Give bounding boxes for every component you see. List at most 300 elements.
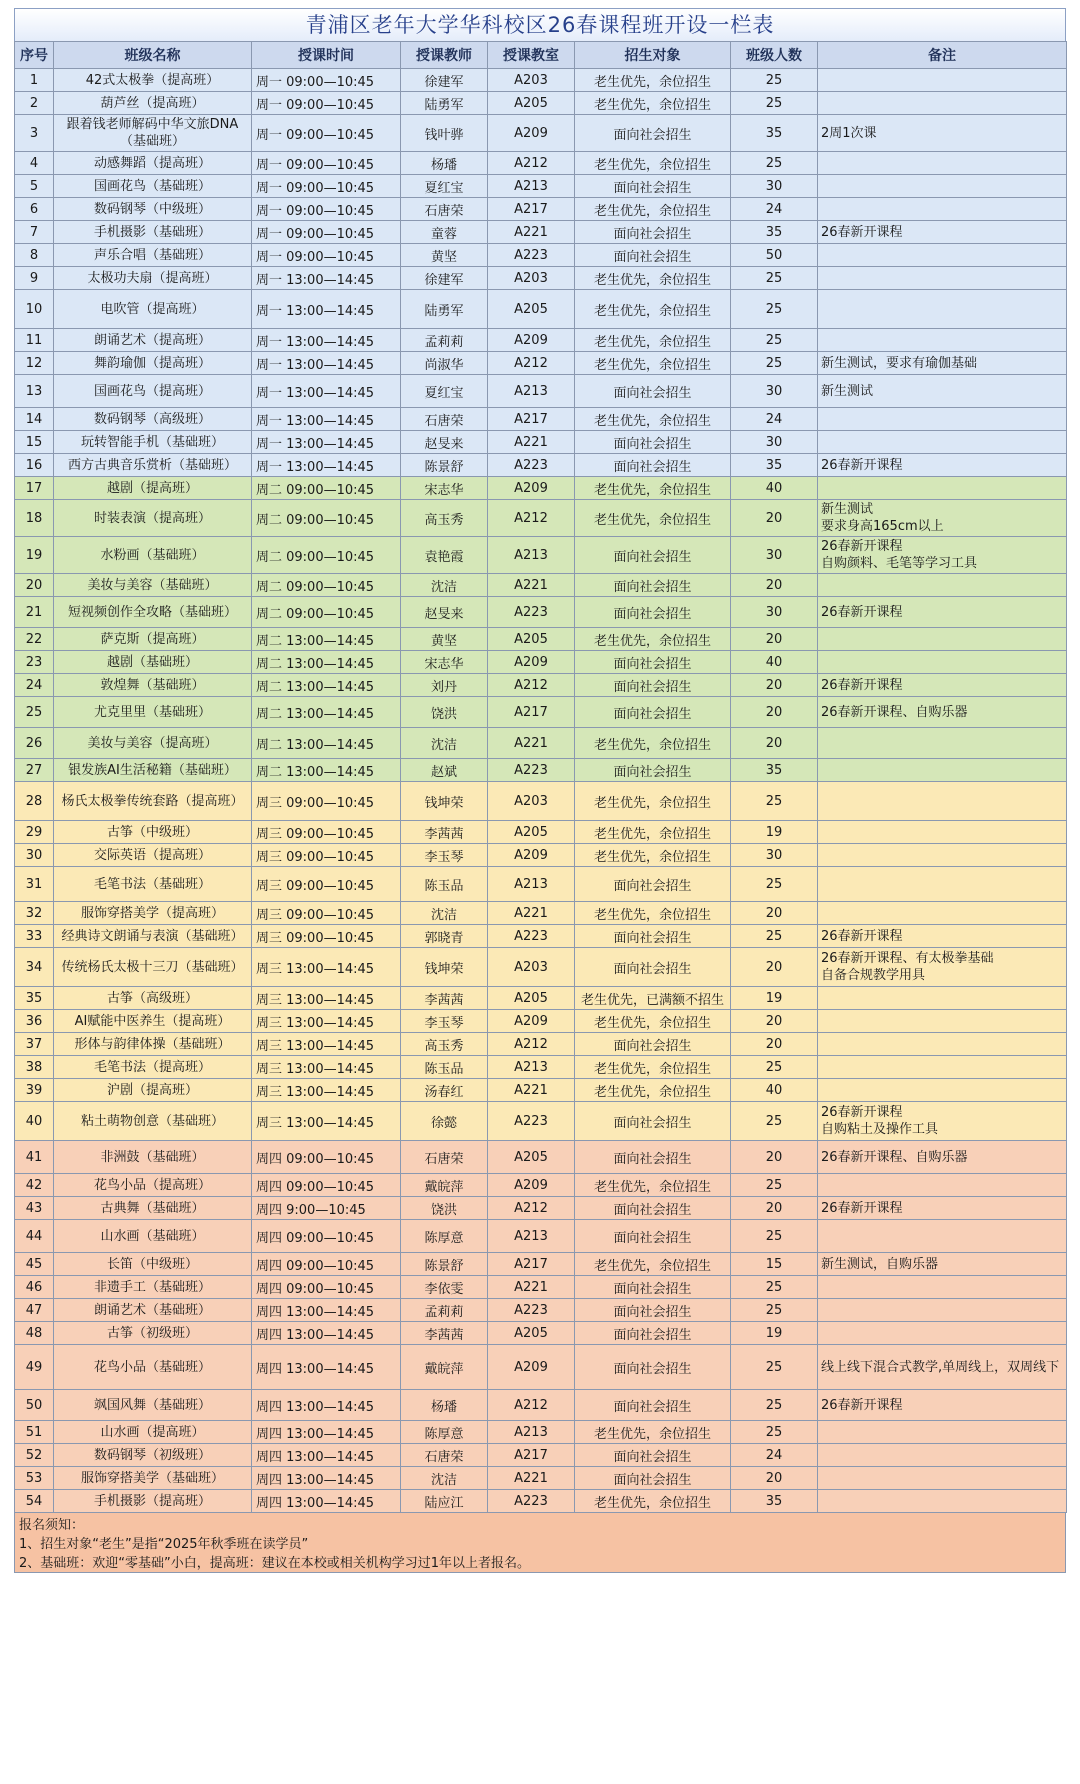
cell-target: 老生优先，余位招生 — [575, 352, 731, 375]
header-target: 招生对象 — [575, 42, 731, 69]
cell-class-name: 手机摄影（提高班） — [54, 1490, 252, 1513]
table-row — [15, 697, 1067, 728]
cell-class-name: 传统杨氏太极十三刀（基础班） — [54, 948, 252, 987]
cell-teacher: 汤春红 — [401, 1079, 488, 1102]
header-time: 授课时间 — [252, 42, 401, 69]
cell-size: 25 — [731, 1390, 818, 1421]
cell-no: 20 — [15, 574, 54, 597]
cell-note — [818, 267, 1067, 290]
cell-no: 37 — [15, 1033, 54, 1056]
cell-note — [818, 1490, 1067, 1513]
cell-target: 老生优先，余位招生 — [575, 267, 731, 290]
table-row — [15, 1276, 1067, 1299]
cell-no: 50 — [15, 1390, 54, 1421]
table-row — [15, 1141, 1067, 1174]
cell-target: 面向社会招生 — [575, 697, 731, 728]
cell-room: A212 — [488, 352, 575, 375]
cell-no: 8 — [15, 244, 54, 267]
cell-class-name: 朗诵艺术（基础班） — [54, 1299, 252, 1322]
cell-class-name: 花鸟小品（提高班） — [54, 1174, 252, 1197]
cell-no: 27 — [15, 759, 54, 782]
cell-class-name: 古筝（高级班） — [54, 987, 252, 1010]
table-row — [15, 1345, 1067, 1390]
cell-target: 面向社会招生 — [575, 1276, 731, 1299]
cell-teacher: 石唐荣 — [401, 1141, 488, 1174]
cell-room: A223 — [488, 597, 575, 628]
cell-teacher: 黄坚 — [401, 244, 488, 267]
cell-size: 20 — [731, 574, 818, 597]
cell-time: 周四 13:00—14:45 — [252, 1467, 401, 1490]
cell-class-name: 国画花鸟（基础班） — [54, 175, 252, 198]
cell-target: 面向社会招生 — [575, 651, 731, 674]
cell-teacher: 饶洪 — [401, 1197, 488, 1220]
cell-class-name: 飒国风舞（基础班） — [54, 1390, 252, 1421]
cell-no: 28 — [15, 782, 54, 821]
cell-note — [818, 651, 1067, 674]
cell-teacher: 陆勇军 — [401, 92, 488, 115]
cell-room: A203 — [488, 948, 575, 987]
cell-time: 周三 13:00—14:45 — [252, 1102, 401, 1141]
cell-no: 39 — [15, 1079, 54, 1102]
cell-time: 周一 09:00—10:45 — [252, 244, 401, 267]
cell-note — [818, 821, 1067, 844]
cell-no: 51 — [15, 1421, 54, 1444]
cell-no: 9 — [15, 267, 54, 290]
cell-room: A213 — [488, 1220, 575, 1253]
cell-class-name: 银发族AI生活秘籍（基础班） — [54, 759, 252, 782]
cell-size: 25 — [731, 267, 818, 290]
cell-class-name: 美妆与美容（提高班） — [54, 728, 252, 759]
table-row — [15, 925, 1067, 948]
cell-teacher: 赵斌 — [401, 759, 488, 782]
cell-class-name: 古筝（初级班） — [54, 1322, 252, 1345]
cell-class-name: 动感舞蹈（提高班） — [54, 152, 252, 175]
cell-room: A212 — [488, 152, 575, 175]
cell-time: 周一 13:00—14:45 — [252, 375, 401, 408]
cell-teacher: 徐懿 — [401, 1102, 488, 1141]
cell-class-name: 沪剧（提高班） — [54, 1079, 252, 1102]
cell-target: 面向社会招生 — [575, 759, 731, 782]
cell-class-name: 古筝（中级班） — [54, 821, 252, 844]
cell-no: 23 — [15, 651, 54, 674]
cell-note — [818, 290, 1067, 329]
cell-room: A209 — [488, 651, 575, 674]
cell-class-name: 粘土萌物创意（基础班） — [54, 1102, 252, 1141]
cell-size: 35 — [731, 1490, 818, 1513]
cell-class-name: 数码钢琴（中级班） — [54, 198, 252, 221]
cell-target: 老生优先，余位招生 — [575, 92, 731, 115]
cell-no: 53 — [15, 1467, 54, 1490]
cell-time: 周一 09:00—10:45 — [252, 198, 401, 221]
cell-note: 线上线下混合式教学,单周线上，双周线下 — [818, 1345, 1067, 1390]
cell-size: 20 — [731, 500, 818, 537]
cell-size: 24 — [731, 408, 818, 431]
cell-no: 48 — [15, 1322, 54, 1345]
header-room: 授课教室 — [488, 42, 575, 69]
cell-no: 43 — [15, 1197, 54, 1220]
registration-notes — [14, 1513, 1066, 1573]
cell-target: 面向社会招生 — [575, 1102, 731, 1141]
cell-room: A212 — [488, 500, 575, 537]
cell-class-name: 手机摄影（基础班） — [54, 221, 252, 244]
cell-room: A205 — [488, 987, 575, 1010]
cell-note — [818, 902, 1067, 925]
cell-time: 周二 09:00—10:45 — [252, 477, 401, 500]
cell-target: 面向社会招生 — [575, 1345, 731, 1390]
cell-note: 26春新开课程、自购乐器 — [818, 1141, 1067, 1174]
cell-size: 20 — [731, 628, 818, 651]
cell-size: 25 — [731, 1345, 818, 1390]
cell-class-name: 声乐合唱（基础班） — [54, 244, 252, 267]
notes-line-2: 2、基础班：欢迎“零基础”小白，提高班：建议在本校或相关机构学习过1年以上者报名。 — [19, 1556, 531, 1571]
cell-no: 12 — [15, 352, 54, 375]
cell-time: 周三 09:00—10:45 — [252, 782, 401, 821]
table-row — [15, 821, 1067, 844]
table-header-row — [15, 42, 1067, 69]
cell-no: 44 — [15, 1220, 54, 1253]
table-row — [15, 221, 1067, 244]
cell-note — [818, 574, 1067, 597]
cell-time: 周四 13:00—14:45 — [252, 1322, 401, 1345]
cell-time: 周三 09:00—10:45 — [252, 821, 401, 844]
cell-room: A217 — [488, 408, 575, 431]
cell-teacher: 钱坤荣 — [401, 782, 488, 821]
cell-class-name: 国画花鸟（提高班） — [54, 375, 252, 408]
cell-teacher: 黄坚 — [401, 628, 488, 651]
cell-note — [818, 728, 1067, 759]
table-row — [15, 152, 1067, 175]
cell-teacher: 钱坤荣 — [401, 948, 488, 987]
cell-room: A221 — [488, 902, 575, 925]
table-row — [15, 902, 1067, 925]
cell-class-name: 短视频创作全攻略（基础班） — [54, 597, 252, 628]
cell-time: 周四 9:00—10:45 — [252, 1197, 401, 1220]
cell-teacher: 宋志华 — [401, 477, 488, 500]
table-row — [15, 1421, 1067, 1444]
cell-time: 周二 09:00—10:45 — [252, 500, 401, 537]
cell-room: A213 — [488, 375, 575, 408]
cell-class-name: 服饰穿搭美学（提高班） — [54, 902, 252, 925]
cell-target: 老生优先，余位招生 — [575, 152, 731, 175]
cell-size: 20 — [731, 728, 818, 759]
cell-note — [818, 69, 1067, 92]
cell-time: 周三 13:00—14:45 — [252, 1010, 401, 1033]
table-row — [15, 198, 1067, 221]
cell-room: A212 — [488, 1197, 575, 1220]
cell-teacher: 陆勇军 — [401, 290, 488, 329]
cell-time: 周二 09:00—10:45 — [252, 597, 401, 628]
cell-size: 24 — [731, 1444, 818, 1467]
cell-class-name: 长笛（中级班） — [54, 1253, 252, 1276]
cell-time: 周一 09:00—10:45 — [252, 221, 401, 244]
cell-teacher: 尚淑华 — [401, 352, 488, 375]
table-row — [15, 244, 1067, 267]
cell-target: 老生优先，余位招生 — [575, 1010, 731, 1033]
cell-note: 26春新开课程 — [818, 674, 1067, 697]
cell-size: 24 — [731, 198, 818, 221]
cell-size: 19 — [731, 1322, 818, 1345]
table-row — [15, 1079, 1067, 1102]
cell-size: 20 — [731, 1033, 818, 1056]
cell-size: 30 — [731, 375, 818, 408]
cell-class-name: 数码钢琴（高级班） — [54, 408, 252, 431]
cell-teacher: 郭晓青 — [401, 925, 488, 948]
table-row — [15, 1390, 1067, 1421]
cell-teacher: 孟莉莉 — [401, 329, 488, 352]
cell-teacher: 沈洁 — [401, 1467, 488, 1490]
cell-target: 面向社会招生 — [575, 115, 731, 152]
cell-time: 周四 13:00—14:45 — [252, 1299, 401, 1322]
cell-size: 20 — [731, 1197, 818, 1220]
cell-time: 周四 09:00—10:45 — [252, 1220, 401, 1253]
cell-no: 11 — [15, 329, 54, 352]
table-row — [15, 1033, 1067, 1056]
cell-room: A213 — [488, 1421, 575, 1444]
table-row — [15, 537, 1067, 574]
cell-teacher: 陆应江 — [401, 1490, 488, 1513]
cell-target: 老生优先，余位招生 — [575, 1421, 731, 1444]
cell-teacher: 高玉秀 — [401, 1033, 488, 1056]
cell-room: A221 — [488, 221, 575, 244]
cell-note — [818, 759, 1067, 782]
cell-note — [818, 329, 1067, 352]
cell-target: 面向社会招生 — [575, 431, 731, 454]
cell-no: 29 — [15, 821, 54, 844]
cell-class-name: 花鸟小品（基础班） — [54, 1345, 252, 1390]
cell-teacher: 陈景舒 — [401, 454, 488, 477]
cell-size: 35 — [731, 454, 818, 477]
cell-class-name: 萨克斯（提高班） — [54, 628, 252, 651]
cell-teacher: 杨璠 — [401, 1390, 488, 1421]
cell-teacher: 沈洁 — [401, 902, 488, 925]
cell-note: 26春新开课程 — [818, 1197, 1067, 1220]
cell-note: 新生测试 要求身高165cm以上 — [818, 500, 1067, 537]
cell-note: 新生测试 — [818, 375, 1067, 408]
cell-room: A209 — [488, 115, 575, 152]
cell-class-name: 跟着钱老师解码中华文旅DNA（基础班） — [54, 115, 252, 152]
cell-class-name: 敦煌舞（基础班） — [54, 674, 252, 697]
cell-no: 26 — [15, 728, 54, 759]
cell-target: 面向社会招生 — [575, 375, 731, 408]
cell-size: 30 — [731, 175, 818, 198]
cell-no: 17 — [15, 477, 54, 500]
cell-no: 24 — [15, 674, 54, 697]
cell-note: 26春新开课程、自购乐器 — [818, 697, 1067, 728]
header-class-name: 班级名称 — [54, 42, 252, 69]
cell-no: 54 — [15, 1490, 54, 1513]
cell-room: A205 — [488, 821, 575, 844]
cell-target: 面向社会招生 — [575, 244, 731, 267]
cell-no: 3 — [15, 115, 54, 152]
cell-time: 周一 13:00—14:45 — [252, 290, 401, 329]
cell-class-name: 服饰穿搭美学（基础班） — [54, 1467, 252, 1490]
table-row — [15, 500, 1067, 537]
cell-no: 5 — [15, 175, 54, 198]
cell-no: 16 — [15, 454, 54, 477]
cell-size: 30 — [731, 844, 818, 867]
cell-note: 26春新开课程 — [818, 1390, 1067, 1421]
cell-class-name: 山水画（基础班） — [54, 1220, 252, 1253]
cell-time: 周四 13:00—14:45 — [252, 1421, 401, 1444]
cell-target: 老生优先，余位招生 — [575, 500, 731, 537]
cell-teacher: 石唐荣 — [401, 408, 488, 431]
cell-class-name: 越剧（提高班） — [54, 477, 252, 500]
cell-time: 周一 13:00—14:45 — [252, 454, 401, 477]
cell-no: 52 — [15, 1444, 54, 1467]
cell-target: 面向社会招生 — [575, 221, 731, 244]
cell-room: A205 — [488, 1322, 575, 1345]
table-row — [15, 1253, 1067, 1276]
cell-teacher: 赵旻来 — [401, 597, 488, 628]
cell-note — [818, 844, 1067, 867]
cell-no: 38 — [15, 1056, 54, 1079]
cell-target: 面向社会招生 — [575, 1444, 731, 1467]
cell-note — [818, 431, 1067, 454]
table-row — [15, 782, 1067, 821]
cell-class-name: 玩转智能手机（基础班） — [54, 431, 252, 454]
cell-teacher: 陈玉品 — [401, 867, 488, 902]
cell-size: 19 — [731, 987, 818, 1010]
cell-time: 周二 13:00—14:45 — [252, 697, 401, 728]
table-row — [15, 329, 1067, 352]
header-no: 序号 — [15, 42, 54, 69]
cell-room: A223 — [488, 1299, 575, 1322]
cell-target: 面向社会招生 — [575, 1197, 731, 1220]
cell-target: 老生优先，余位招生 — [575, 329, 731, 352]
cell-room: A209 — [488, 329, 575, 352]
cell-room: A203 — [488, 69, 575, 92]
cell-time: 周二 13:00—14:45 — [252, 628, 401, 651]
cell-class-name: AI赋能中医养生（提高班） — [54, 1010, 252, 1033]
table-row — [15, 1322, 1067, 1345]
table-row — [15, 375, 1067, 408]
cell-teacher: 沈洁 — [401, 574, 488, 597]
cell-size: 20 — [731, 697, 818, 728]
cell-room: A221 — [488, 728, 575, 759]
table-row — [15, 867, 1067, 902]
cell-room: A212 — [488, 1033, 575, 1056]
cell-target: 面向社会招生 — [575, 597, 731, 628]
cell-class-name: 毛笔书法（基础班） — [54, 867, 252, 902]
cell-room: A209 — [488, 1010, 575, 1033]
cell-time: 周二 13:00—14:45 — [252, 651, 401, 674]
cell-teacher: 陈景舒 — [401, 1253, 488, 1276]
cell-class-name: 舞韵瑜伽（提高班） — [54, 352, 252, 375]
cell-no: 49 — [15, 1345, 54, 1390]
cell-room: A209 — [488, 477, 575, 500]
cell-teacher: 徐建军 — [401, 267, 488, 290]
cell-teacher: 石唐荣 — [401, 1444, 488, 1467]
cell-teacher: 夏红宝 — [401, 375, 488, 408]
cell-time: 周三 09:00—10:45 — [252, 867, 401, 902]
table-row — [15, 267, 1067, 290]
notes-line-1: 1、招生对象“老生”是指“2025年秋季班在读学员” — [19, 1537, 309, 1552]
cell-room: A223 — [488, 1102, 575, 1141]
cell-size: 20 — [731, 674, 818, 697]
cell-room: A203 — [488, 267, 575, 290]
cell-no: 21 — [15, 597, 54, 628]
cell-time: 周一 13:00—14:45 — [252, 431, 401, 454]
cell-time: 周二 09:00—10:45 — [252, 537, 401, 574]
cell-room: A223 — [488, 1490, 575, 1513]
cell-time: 周一 09:00—10:45 — [252, 69, 401, 92]
cell-teacher: 高玉秀 — [401, 500, 488, 537]
cell-time: 周一 09:00—10:45 — [252, 152, 401, 175]
cell-class-name: 古典舞（基础班） — [54, 1197, 252, 1220]
cell-no: 40 — [15, 1102, 54, 1141]
cell-target: 老生优先，余位招生 — [575, 821, 731, 844]
cell-teacher: 钱叶骅 — [401, 115, 488, 152]
cell-teacher: 陈厚意 — [401, 1421, 488, 1444]
cell-room: A217 — [488, 198, 575, 221]
cell-size: 25 — [731, 1220, 818, 1253]
cell-no: 35 — [15, 987, 54, 1010]
cell-no: 18 — [15, 500, 54, 537]
cell-target: 面向社会招生 — [575, 175, 731, 198]
cell-no: 2 — [15, 92, 54, 115]
cell-class-name: 葫芦丝（提高班） — [54, 92, 252, 115]
cell-size: 35 — [731, 221, 818, 244]
cell-note — [818, 1444, 1067, 1467]
cell-note — [818, 1010, 1067, 1033]
cell-room: A205 — [488, 1141, 575, 1174]
cell-room: A209 — [488, 1345, 575, 1390]
cell-time: 周三 13:00—14:45 — [252, 987, 401, 1010]
cell-note — [818, 198, 1067, 221]
cell-time: 周三 13:00—14:45 — [252, 1056, 401, 1079]
cell-teacher: 沈洁 — [401, 728, 488, 759]
table-row — [15, 92, 1067, 115]
cell-size: 35 — [731, 115, 818, 152]
cell-room: A221 — [488, 1079, 575, 1102]
cell-teacher: 陈玉品 — [401, 1056, 488, 1079]
cell-size: 25 — [731, 1421, 818, 1444]
cell-size: 35 — [731, 759, 818, 782]
cell-target: 老生优先，余位招生 — [575, 290, 731, 329]
cell-no: 30 — [15, 844, 54, 867]
cell-size: 25 — [731, 329, 818, 352]
cell-no: 1 — [15, 69, 54, 92]
cell-no: 42 — [15, 1174, 54, 1197]
cell-teacher: 陈厚意 — [401, 1220, 488, 1253]
cell-time: 周四 13:00—14:45 — [252, 1444, 401, 1467]
cell-room: A221 — [488, 1276, 575, 1299]
table-row — [15, 1467, 1067, 1490]
cell-no: 46 — [15, 1276, 54, 1299]
cell-teacher: 李茜茜 — [401, 821, 488, 844]
cell-note — [818, 987, 1067, 1010]
cell-note: 26春新开课程 — [818, 454, 1067, 477]
cell-time: 周四 13:00—14:45 — [252, 1390, 401, 1421]
cell-note — [818, 867, 1067, 902]
cell-size: 25 — [731, 782, 818, 821]
table-row — [15, 844, 1067, 867]
cell-teacher: 李玉琴 — [401, 844, 488, 867]
cell-time: 周一 13:00—14:45 — [252, 329, 401, 352]
cell-time: 周三 13:00—14:45 — [252, 1079, 401, 1102]
cell-room: A212 — [488, 1390, 575, 1421]
cell-note — [818, 1056, 1067, 1079]
cell-note — [818, 1322, 1067, 1345]
cell-teacher: 袁艳霞 — [401, 537, 488, 574]
cell-size: 50 — [731, 244, 818, 267]
cell-room: A221 — [488, 574, 575, 597]
table-row — [15, 574, 1067, 597]
cell-size: 25 — [731, 290, 818, 329]
cell-note: 26春新开课程 — [818, 221, 1067, 244]
cell-target: 面向社会招生 — [575, 948, 731, 987]
cell-size: 20 — [731, 1141, 818, 1174]
